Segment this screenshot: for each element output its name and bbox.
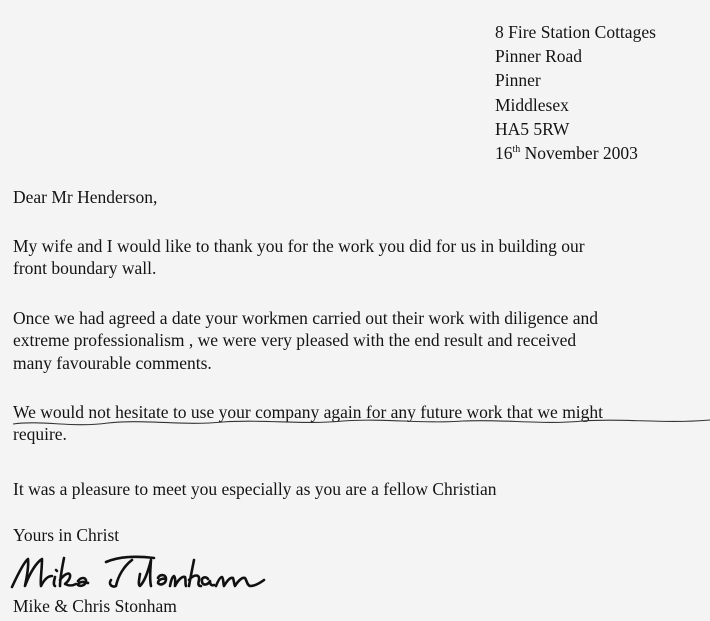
address-postcode: HA5 5RW [495,118,570,139]
text-line: My wife and I would like to thank you for the work you did for us in building our [13,236,585,256]
complimentary-close: Yours in Christ [13,525,120,545]
letter-date [495,141,656,165]
address-line: 8 Fire Station Cottages [495,22,656,42]
address-line: Pinner Road [495,46,583,67]
text-line: front boundary wall. [13,258,157,279]
address-line: Pinner [495,70,541,91]
paragraph-thanks [13,235,585,280]
text-line: extreme professionalism , we were very pleased with the end result and received [13,330,577,351]
paragraph-closing-note [13,478,497,500]
wavy-strikethrough-mark [13,410,710,432]
salutation: Dear Mr Henderson, [13,187,158,207]
paragraph-work [13,307,598,374]
text-line: We would not hesitate to use your company again for any future work that we might [13,402,604,422]
text-line: require. [13,424,67,445]
text-line: many favourable comments. [13,352,212,373]
date-rest: November 2003 [520,143,638,164]
text-line: Once we had agreed a date your workmen carried out their work with diligence and [13,308,599,328]
sender-address [495,20,656,165]
address-line: Middlesex [495,94,569,115]
date-day: 16 [495,143,513,164]
handwritten-signature [8,550,270,596]
signatory-names: Mike & Chris Stonham [13,596,177,616]
date-suffix: th [512,144,521,156]
text-line: It was a pleasure to meet you especially as you are a fellow Christian [13,479,497,499]
